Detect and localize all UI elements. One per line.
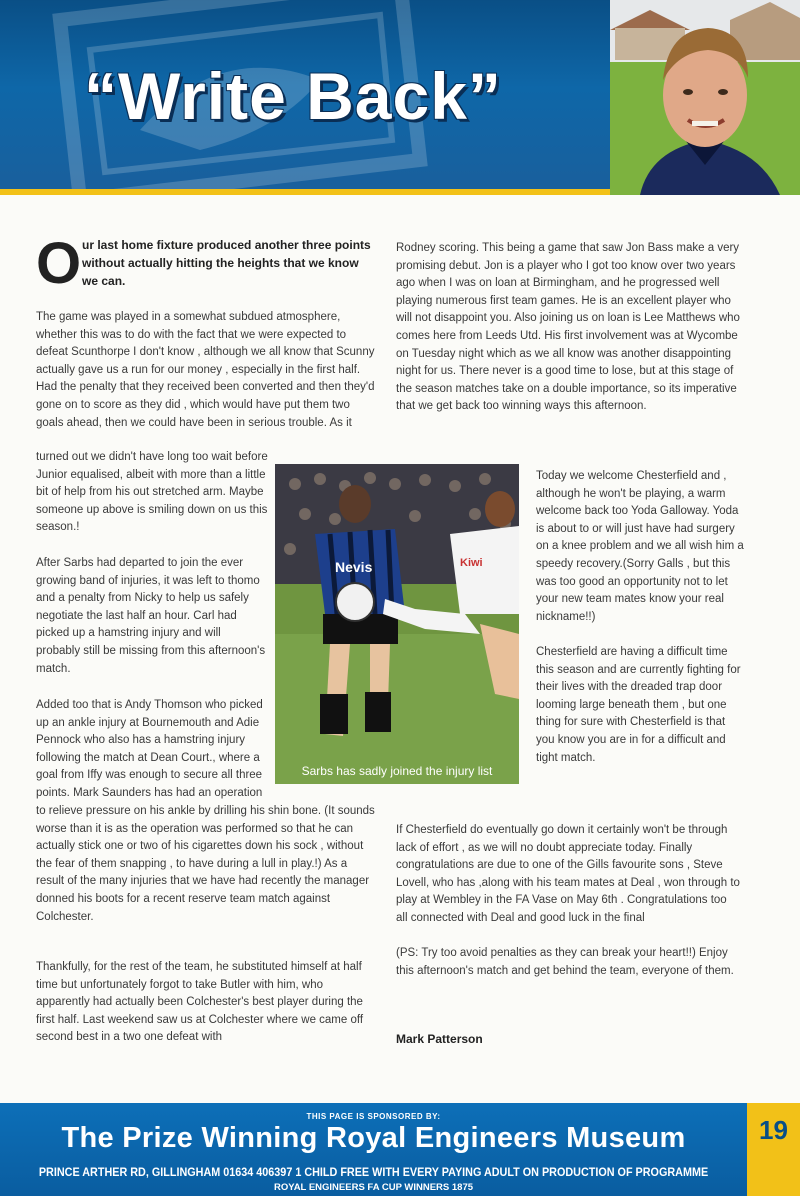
- page-number: 19: [759, 1115, 788, 1145]
- article-intro: [36, 231, 376, 296]
- paragraph-continued: to relieve pressure on his ankle by drilling his shin bone. (It sounds worse than it is as the operation was performed so that he can actually stick one or two of his cigarettes down his sock , without the fear of them snapping , to have during a lull in play.!) As a result of the many injuries that we have had recently the manager donned his boots for a recent reserve team match against Colchester.: [36, 805, 375, 923]
- paragraph: The game was played in a somewhat subdued atmosphere, whether this was to do with the fact that we were expected to defeat Scunthorpe I don't know , although we all know that Scunny actually gave us a run for our money , especially in the first half. Had the penalty that they received been converted and then they'd gone on to score as they did , which would have put them two goals ahead, then we could have been in serious trouble. As it: [36, 311, 375, 429]
- left-column-p2: [36, 555, 268, 696]
- drop-cap: O: [36, 231, 82, 296]
- sponsor-note: ROYAL ENGINEERS FA CUP WINNERS 1875: [273, 1182, 474, 1193]
- sponsor-name: The Prize Winning Royal Engineers Museum: [61, 1122, 686, 1154]
- paragraph: After Sarbs had departed to join the ever growing band of injuries, it was left to thomo and a penalty from Nicky to help us safely negotiate the last half an hour. Carl had picked up a hamstring injury and will probably still be missing from this afternoon's match.: [36, 557, 266, 675]
- sponsor-label: THIS PAGE IS SPONSORED BY:: [306, 1112, 441, 1121]
- header-gold-stripe: [0, 189, 610, 195]
- right-column-middle: [536, 468, 746, 785]
- left-column-p3: [36, 697, 268, 803]
- intro-text: ur last home fixture produced another three points without actually hitting the heights that we know we can.: [82, 238, 371, 288]
- match-photo: [275, 464, 519, 784]
- paragraph: (PS: Try too avoid penalties as they can break your heart!!) Enjoy this afternoon's match and get behind the team, everyone of them.: [396, 947, 734, 977]
- shirt-sponsor-right: Kiwi: [460, 557, 483, 569]
- paragraph-continued: turned out we didn't have long too wait before Junior equalised, albeit with more than a little bit of help from his out stretched arm. Maybe someone up above is smiling down on us this season.!: [36, 451, 268, 534]
- paragraph: Today we welcome Chesterfield and , although he won't be playing, a warm welcome back too Yoda Galloway. Yoda is about to or will just have had surgery on a knee problem and we all wish him a speedy recovery.(Sorry Galls , but this was too good an opportunity not to let your new team mates know your real nickname!!): [536, 470, 744, 623]
- right-column-top: [396, 240, 741, 434]
- left-column-p1-wide: [36, 309, 376, 449]
- sponsor-footer: [0, 1103, 747, 1196]
- photo-caption: Sarbs has sadly joined the injury list: [301, 764, 493, 778]
- left-column-p3-wide: [36, 803, 376, 943]
- paragraph: If Chesterfield do eventually go down it certainly won't be through lack of effort , as we will no doubt appreciate today. Finally congratulations are due to one of the Gills favourite sons , Steve Lovell, who has ,along with his team mates at Deal , won through to play at Wembley in the FA Vase on May 6th . Congratulations too all connected with Deal and good luck in the final: [396, 824, 740, 924]
- paragraph: Thankfully, for the rest of the team, he substituted himself at half time but unfortunately forgot to take Butler with him, who apparently had actually been Colchester's best player during the first half. Last weekend saw us at Colchester where we came off second best in a two one defeat with: [36, 961, 364, 1044]
- page-number-box: [747, 1103, 800, 1196]
- paragraph: Rodney scoring. This being a game that saw Jon Bass make a very promising debut. Jon is a player who I got too know over two years ago when I was on loan at Birmingham, and he progressed well playing numerous first team games. He is an excellent player who will not disappoint you. Also joining us on loan is Lee Matthews who comes here from Leeds Utd. His first involvement was at Wycombe on Tuesday night which as we all know was another disappointing night for us. There never is a good time to lose, but at this stage of the season matches take on a double importance, so its imperative that we get back too winning ways this afternoon.: [396, 242, 740, 413]
- left-column-p1-narrow: [36, 449, 268, 539]
- author-signature: Mark Patterson: [396, 1032, 483, 1046]
- sponsor-address: PRINCE ARTHER RD, GILLINGHAM 01634 406397 1 CHILD FREE WITH EVERY PAYING ADULT ON PRODUCTION OF PROGRAMME: [38, 1165, 709, 1179]
- paragraph: Chesterfield are having a difficult time this season and are currently fighting for their lives with the dreaded trap door looming large beneath them , but one thing for sure with Chesterfield is that you know you are in for a difficult and tight match.: [536, 645, 741, 764]
- right-column-bottom: [396, 822, 741, 998]
- author-portrait: [610, 0, 800, 195]
- page-title: “Write Back”: [84, 59, 502, 133]
- left-column-p4: [36, 959, 376, 1065]
- paragraph: Added too that is Andy Thomson who picked up an ankle injury at Bournemouth and Adie Pennock who also has a hamstring injury following the match at Dean Court., where a goal from Iffy was enough to secure all three points. Mark Saunders has had an operation: [36, 699, 263, 799]
- shirt-sponsor-left: Nevis: [335, 559, 373, 575]
